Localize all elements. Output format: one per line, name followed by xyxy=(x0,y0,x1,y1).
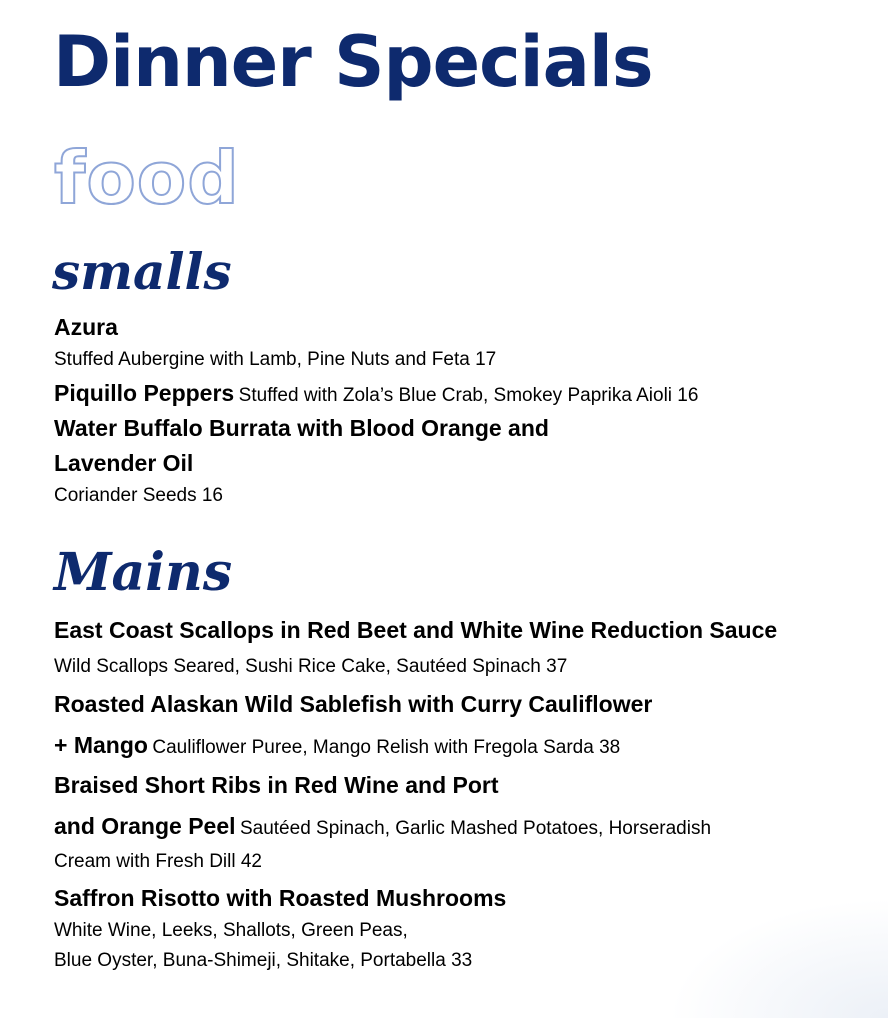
smalls-heading: smalls xyxy=(52,242,232,301)
background-wash xyxy=(668,898,888,1018)
smalls-item-name: Piquillo Peppers xyxy=(54,380,235,406)
mains-item xyxy=(54,812,711,840)
mains-item-name: and Orange Peel xyxy=(54,813,236,839)
smalls-item-name: Water Buffalo Burrata with Blood Orange and xyxy=(54,415,549,441)
mains-item-desc: Sautéed Spinach, Garlic Mashed Potatoes, Horseradish xyxy=(239,818,712,839)
mains-item-name: + Mango xyxy=(54,732,148,758)
mains-heading: Mains xyxy=(54,542,233,603)
section-subtitle-food: food xyxy=(54,136,240,220)
smalls-item-desc: Stuffed Aubergine with Lamb, Pine Nuts and Feta 17 xyxy=(54,349,497,370)
mains-item-name: Saffron Risotto with Roasted Mushrooms xyxy=(54,885,507,911)
mains-item-desc: Cauliflower Puree, Mango Relish with Fregola Sarda 38 xyxy=(152,737,621,758)
mains-item-desc: Cream with Fresh Dill 42 xyxy=(54,851,262,872)
mains-item-desc: Blue Oyster, Buna-Shimeji, Shitake, Portabella 33 xyxy=(54,950,473,971)
smalls-item-name: Azura xyxy=(54,314,118,340)
mains-item xyxy=(54,731,620,759)
mains-item-name: Roasted Alaskan Wild Sablefish with Curry Cauliflower xyxy=(54,691,653,717)
mains-item-name: Braised Short Ribs in Red Wine and Port xyxy=(54,772,499,798)
page-title: Dinner Specials xyxy=(53,21,653,103)
smalls-item-desc: Coriander Seeds 16 xyxy=(54,485,223,506)
mains-item-name: East Coast Scallops in Red Beet and White Wine Reduction Sauce xyxy=(54,617,778,643)
mains-item-desc: White Wine, Leeks, Shallots, Green Peas, xyxy=(54,920,408,941)
smalls-item-desc: Stuffed with Zola’s Blue Crab, Smokey Paprika Aioli 16 xyxy=(238,385,699,406)
mains-item-desc: Wild Scallops Seared, Sushi Rice Cake, Sautéed Spinach 37 xyxy=(54,656,568,677)
smalls-item xyxy=(54,379,698,407)
smalls-item-name: Lavender Oil xyxy=(54,450,194,476)
